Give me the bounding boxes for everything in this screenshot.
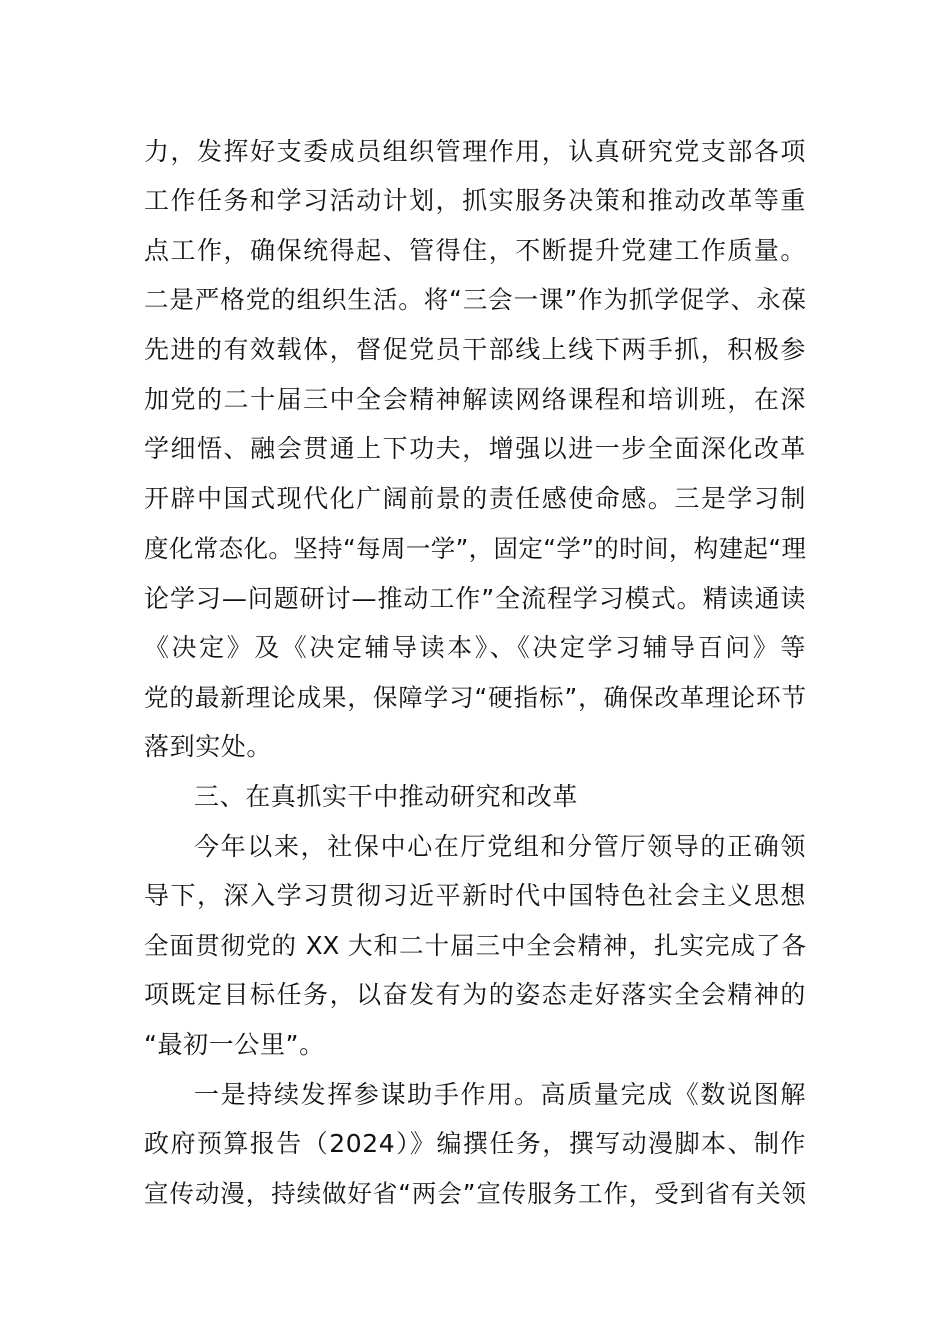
- body-text-line: 导下，深入学习贯彻习近平新时代中国特色社会主义思想: [144, 881, 806, 910]
- body-text-line: 开辟中国式现代化广阔前景的责任感使命感。三是学习制: [144, 484, 806, 513]
- body-text-line: 政府预算报告（2024）》编撰任务，撰写动漫脚本、制作: [144, 1129, 806, 1158]
- body-text-line: 《决定》及《决定辅导读本》、《决定学习辅导百问》等: [144, 633, 806, 662]
- body-text-line: 党的最新理论成果，保障学习“硬指标”，确保改革理论环节: [144, 683, 806, 712]
- body-text-line: 宣传动漫，持续做好省“两会”宣传服务工作，受到省有关领: [144, 1179, 806, 1208]
- body-text-line: 一是持续发挥参谋助手作用。高质量完成《数说图解: [194, 1080, 806, 1109]
- body-text-line: 二是严格党的组织生活。将“三会一课”作为抓学促学、永葆: [144, 285, 806, 314]
- body-text-line: 点工作，确保统得起、管得住，不断提升党建工作质量。: [144, 236, 806, 265]
- body-text-line: 今年以来，社保中心在厅党组和分管厅领导的正确领: [194, 832, 806, 861]
- body-text-line: 落到实处。: [144, 732, 273, 761]
- body-text-line: 先进的有效载体，督促党员干部线上线下两手抓，积极参: [144, 335, 806, 364]
- body-text-line: 学细悟、融会贯通上下功夫，增强以进一步全面深化改革: [144, 434, 806, 463]
- body-text-line: 加党的二十届三中全会精神解读网络课程和培训班，在深: [144, 385, 806, 414]
- body-text-line: 项既定目标任务，以奋发有为的姿态走好落实全会精神的: [144, 980, 806, 1009]
- body-text-line: 论学习—问题研讨—推动工作”全流程学习模式。精读通读: [144, 584, 806, 613]
- body-text-line: 力，发挥好支委成员组织管理作用，认真研究党支部各项: [144, 137, 806, 166]
- section-heading: 三、在真抓实干中推动研究和改革: [194, 782, 579, 811]
- body-text-line: “最初一公里”。: [144, 1030, 325, 1059]
- body-text-line: 度化常态化。坚持“每周一学”，固定“学”的时间，构建起“理: [144, 534, 806, 563]
- body-text-line: 工作任务和学习活动计划，抓实服务决策和推动改革等重: [144, 186, 806, 215]
- body-text-line: 全面贯彻党的 XX 大和二十届三中全会精神，扎实完成了各: [144, 931, 806, 960]
